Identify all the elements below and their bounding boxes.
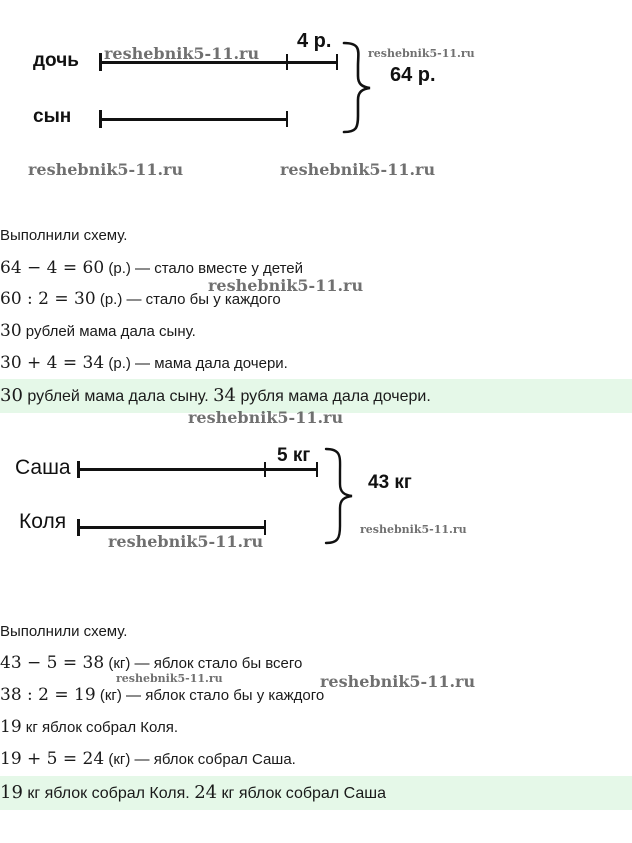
label-kolya: Коля — [19, 510, 67, 533]
watermark: reshebnik5-11.ru — [360, 523, 467, 536]
watermark: reshebnik5-11.ru — [116, 672, 223, 685]
solution-step-1: 64 − 4 = 60 (р.) — стало вместе у детей — [0, 258, 304, 278]
answer-block: 30 рублей мама дала сыну. 34 рубля мама дала дочери. — [0, 379, 632, 413]
label-daughter: дочь — [33, 50, 79, 71]
kolya-bar-tick-end — [264, 520, 266, 535]
sasha-bar — [78, 468, 318, 471]
daughter-bar-tick-mid — [286, 54, 288, 70]
sasha-bar-tick-start — [77, 461, 80, 478]
solution-step-4: 30 + 4 = 34 (р.) — мама дала дочери. — [0, 353, 288, 373]
watermark: reshebnik5-11.ru — [188, 408, 344, 427]
total-label: 64 р. — [390, 64, 436, 86]
label-son: сын — [33, 106, 72, 127]
segment-label: 4 р. — [297, 30, 332, 52]
solution-step-2: 60 : 2 = 30 (р.) — стало бы у каждого — [0, 289, 281, 309]
son-bar — [100, 118, 288, 121]
solution-step-3: 30 рублей мама дала сыну. — [0, 321, 196, 341]
curly-brace-icon — [320, 446, 360, 548]
son-bar-tick-end — [286, 111, 288, 127]
label-sasha: Саша — [15, 456, 71, 479]
kolya-bar — [78, 526, 266, 529]
sasha-bar-tick-mid — [264, 462, 266, 477]
watermark: reshebnik5-11.ru — [320, 672, 476, 691]
solution-step-1: 43 − 5 = 38 (кг) — яблок стало бы всего — [0, 653, 303, 673]
solution-step-3: 19 кг яблок собрал Коля. — [0, 717, 179, 737]
watermark: reshebnik5-11.ru — [208, 276, 364, 295]
watermark: reshebnik5-11.ru — [368, 47, 475, 60]
solution-step-4: 19 + 5 = 24 (кг) — яблок собрал Саша. — [0, 749, 296, 769]
answer-block: 19 кг яблок собрал Коля. 24 кг яблок собрал Саша — [0, 776, 632, 810]
solution-step-2: 38 : 2 = 19 (кг) — яблок стало бы у каждого — [0, 685, 325, 705]
kolya-bar-tick-start — [77, 519, 80, 536]
watermark: reshebnik5-11.ru — [104, 44, 260, 63]
daughter-bar-tick-start — [99, 53, 102, 71]
watermark: reshebnik5-11.ru — [28, 160, 184, 179]
son-bar-tick-start — [99, 110, 102, 128]
solution-intro: Выполнили схему. — [0, 227, 128, 244]
watermark: reshebnik5-11.ru — [108, 532, 264, 551]
solution-intro: Выполнили схему. — [0, 623, 128, 640]
total-label: 43 кг — [368, 472, 412, 493]
watermark: reshebnik5-11.ru — [280, 160, 436, 179]
segment-label: 5 кг — [277, 445, 311, 466]
sasha-bar-tick-end — [316, 462, 318, 477]
